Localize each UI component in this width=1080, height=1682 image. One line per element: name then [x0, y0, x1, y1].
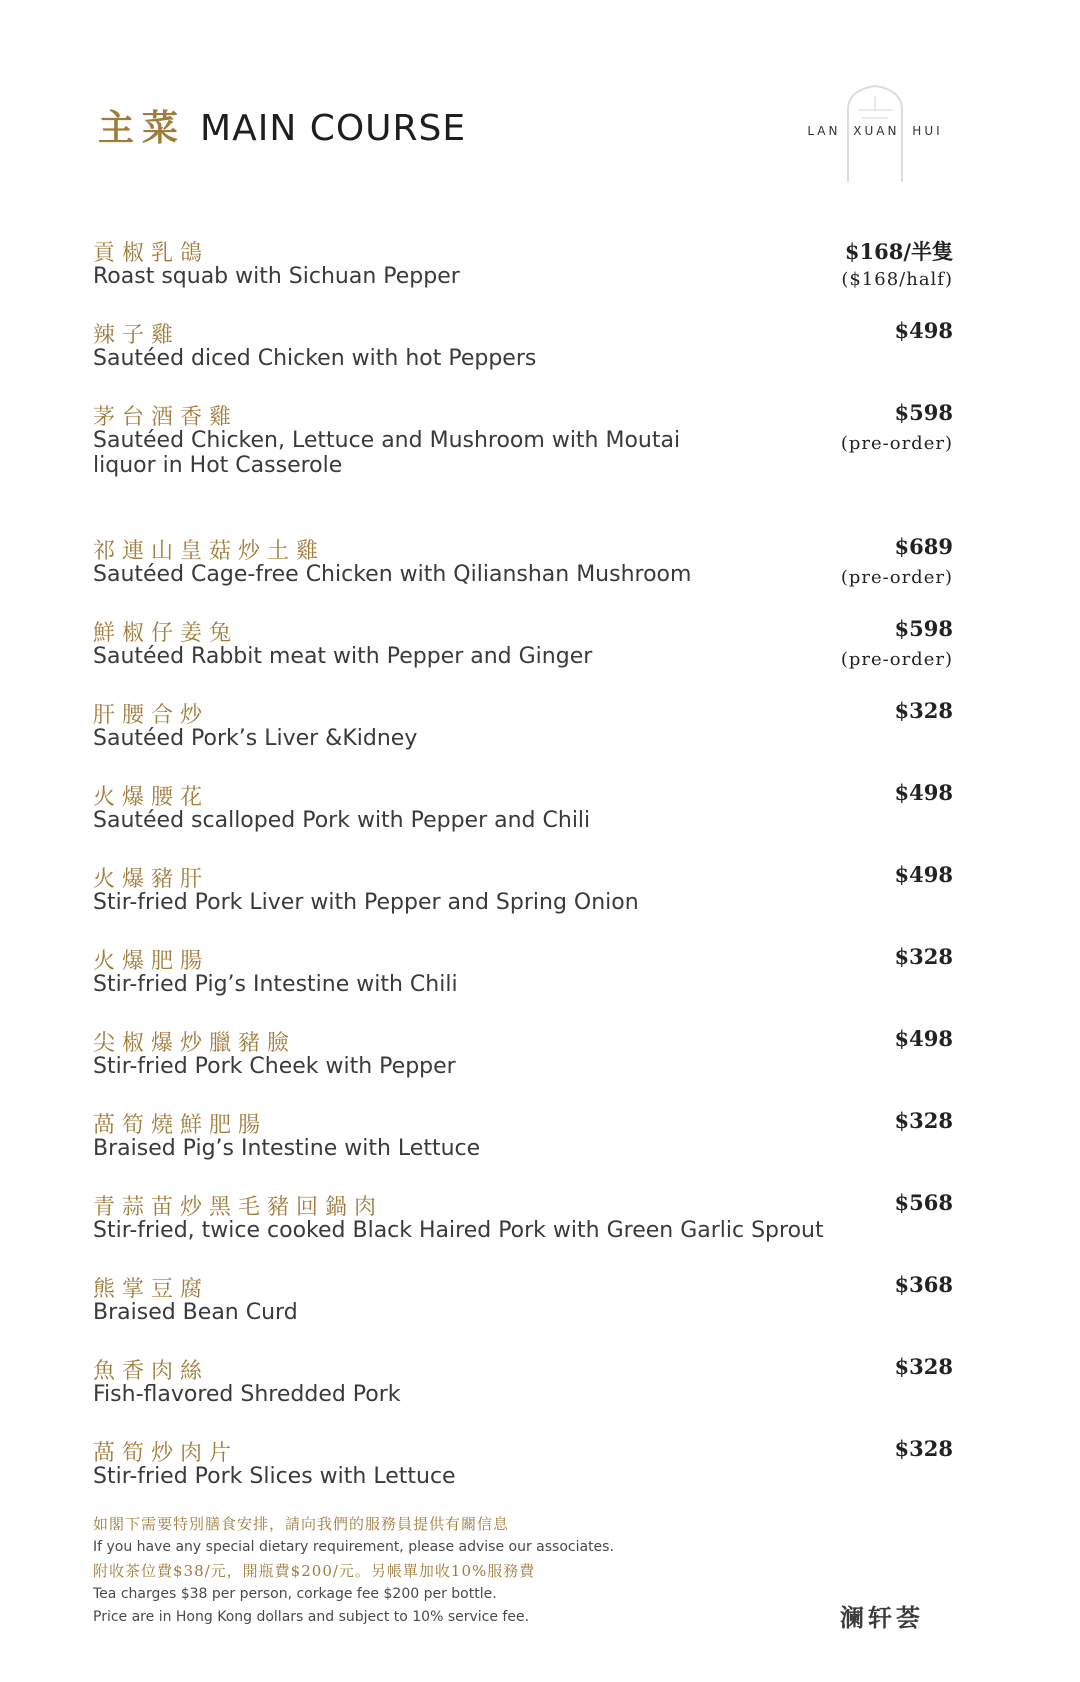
item-name-chinese: 青蒜苗炒黑毛豬回鍋肉	[93, 1195, 384, 1220]
restaurant-logo	[800, 82, 950, 182]
item-name-english: Braised Pig’s Intestine with Lettuce	[93, 1136, 481, 1161]
item-name-chinese: 茅台酒香雞	[93, 405, 239, 430]
menu-item	[93, 1108, 953, 1190]
item-price: $568	[894, 1190, 953, 1215]
item-name-english: Fish-flavored Shredded Pork	[93, 1382, 401, 1407]
menu-item	[93, 534, 953, 616]
dietary-note-chinese: 如閣下需要特別膳食安排，請向我們的服務員提供有關信息	[93, 1515, 510, 1533]
item-name-chinese: 貢椒乳鴿	[93, 241, 210, 266]
menu-item	[93, 1272, 953, 1354]
item-name-english: Sautéed Chicken, Lettuce and Mushroom with Moutai liquor in Hot Casserole	[93, 428, 681, 478]
page-header	[98, 100, 466, 150]
item-name-chinese: 魚香肉絲	[93, 1359, 210, 1384]
item-price-note: ($168/half)	[841, 269, 953, 290]
menu-item	[93, 616, 953, 698]
menu-item	[93, 1190, 953, 1272]
item-name-chinese: 尖椒爆炒臘豬臉	[93, 1031, 297, 1056]
item-name-english: Stir-fried Pig’s Intestine with Chili	[93, 972, 458, 997]
item-name-chinese: 辣子雞	[93, 323, 181, 348]
item-name-english: Sautéed Rabbit meat with Pepper and Ginger	[93, 644, 593, 669]
item-price: $328	[894, 1354, 953, 1379]
brand-signature: 澜轩荟	[840, 1603, 924, 1632]
item-name-english: Stir-fried, twice cooked Black Haired Pork with Green Garlic Sprout	[93, 1218, 824, 1243]
title-chinese: 主菜	[98, 107, 187, 149]
item-name-english: Braised Bean Curd	[93, 1300, 298, 1325]
item-name-chinese: 火爆腰花	[93, 785, 210, 810]
menu-item	[93, 862, 953, 944]
menu-item	[93, 318, 953, 400]
item-price: $168/半隻	[844, 239, 953, 264]
item-name-english: Sautéed Cage-free Chicken with Qilianshan Mushroom	[93, 562, 692, 587]
item-name-chinese: 祁連山皇菇炒土雞	[93, 539, 326, 564]
menu-item	[93, 698, 953, 780]
menu-item	[93, 1436, 953, 1518]
item-price: $598	[894, 616, 953, 641]
item-price: $498	[894, 862, 953, 887]
item-price: $328	[894, 1436, 953, 1461]
item-name-english: Stir-fried Pork Cheek with Pepper	[93, 1054, 456, 1079]
item-name-english: Sautéed Pork’s Liver &Kidney	[93, 726, 418, 751]
item-name-english: Stir-fried Pork Liver with Pepper and Spring Onion	[93, 890, 639, 915]
item-name-chinese: 熊掌豆腐	[93, 1277, 210, 1302]
item-name-chinese: 火爆肥腸	[93, 949, 210, 974]
item-price: $498	[894, 780, 953, 805]
item-name-chinese: 肝腰合炒	[93, 703, 210, 728]
item-price: $328	[894, 1108, 953, 1133]
menu-item	[93, 236, 953, 318]
menu-item	[93, 400, 953, 534]
price-note-english: Price are in Hong Kong dollars and subject to 10% service fee.	[93, 1609, 530, 1625]
menu-item	[93, 1026, 953, 1108]
item-name-english: Roast squab with Sichuan Pepper	[93, 264, 460, 289]
item-price: $598	[894, 400, 953, 425]
item-name-chinese: 萵筍燒鮮肥腸	[93, 1113, 268, 1138]
item-price: $328	[894, 698, 953, 723]
menu-item	[93, 780, 953, 862]
charges-note-english: Tea charges $38 per person, corkage fee $200 per bottle.	[93, 1586, 497, 1602]
item-price: $498	[894, 1026, 953, 1051]
item-name-english: Stir-fried Pork Slices with Lettuce	[93, 1464, 456, 1489]
item-price: $498	[894, 318, 953, 343]
logo-text: LAN XUAN HUI	[807, 124, 943, 138]
item-name-chinese: 萵筍炒肉片	[93, 1441, 239, 1466]
dietary-note-english: If you have any special dietary requirement, please advise our associates.	[93, 1539, 614, 1555]
menu-item	[93, 944, 953, 1026]
item-price-note: (pre-order)	[840, 649, 953, 670]
item-name-english: Sautéed diced Chicken with hot Peppers	[93, 346, 537, 371]
item-price: $328	[894, 944, 953, 969]
item-name-english: Sautéed scalloped Pork with Pepper and Chili	[93, 808, 591, 833]
item-name-chinese: 鮮椒仔姜兔	[93, 621, 239, 646]
charges-note-chinese: 附收茶位費$38/元，開瓶費$200/元。另帳單加收10%服務費	[93, 1562, 536, 1580]
menu-item	[93, 1354, 953, 1436]
title-english: MAIN COURSE	[200, 108, 467, 149]
item-price-note: (pre-order)	[840, 567, 953, 588]
menu-list	[93, 236, 953, 1518]
item-price-note: (pre-order)	[840, 433, 953, 454]
item-name-chinese: 火爆豬肝	[93, 867, 210, 892]
item-price: $368	[894, 1272, 953, 1297]
menu-footer	[93, 1512, 953, 1629]
item-price: $689	[894, 534, 953, 559]
